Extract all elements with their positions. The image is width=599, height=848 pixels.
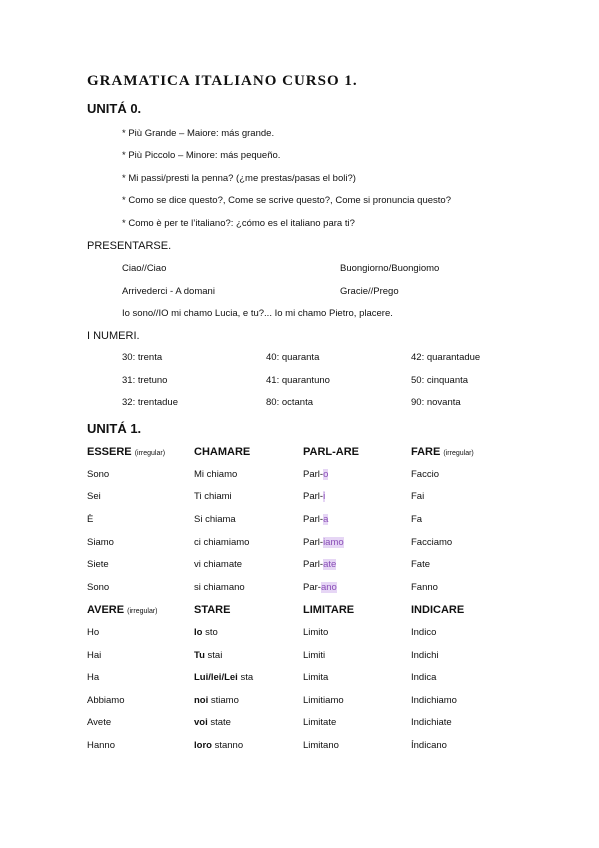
verb-header-parlare: PARL-ARE bbox=[303, 446, 360, 458]
number-item: 42: quarantadue bbox=[411, 352, 481, 363]
indicare-form: Indico bbox=[411, 627, 437, 638]
greeting-left: Ciao//Ciao bbox=[122, 263, 167, 274]
unit0-bullet: * Mi passi/presti la penna? (¿me prestas/pasas el boli?) bbox=[122, 173, 356, 184]
essere-form: Siete bbox=[87, 559, 109, 570]
unit0-bullet: * Più Grande – Maiore: más grande. bbox=[122, 128, 275, 139]
number-item: 30: trenta bbox=[122, 352, 163, 363]
indicare-form: Indica bbox=[411, 672, 437, 683]
indicare-form: Indichi bbox=[411, 650, 439, 661]
stare-pronoun: Io bbox=[194, 627, 203, 638]
verb-ending-highlight: ano bbox=[320, 582, 337, 593]
number-item: 90: novanta bbox=[411, 397, 461, 408]
unit0-bullet: * Como è per te l’italiano?: ¿cómo es el italiano para ti? bbox=[122, 218, 355, 229]
avere-form: Ha bbox=[87, 672, 100, 683]
fare-form: Faccio bbox=[411, 469, 439, 480]
fare-form: Fanno bbox=[411, 582, 438, 593]
verb-ending-highlight: a bbox=[323, 514, 329, 525]
parlare-form: Parl-i bbox=[303, 491, 326, 502]
page-title: GRAMATICA ITALIANO CURSO 1. bbox=[87, 73, 358, 89]
essere-form: Sono bbox=[87, 469, 110, 480]
stare-form: Io sto bbox=[194, 627, 218, 638]
numeri-heading: I NUMERI. bbox=[87, 330, 140, 342]
indicare-form: Indichiamo bbox=[411, 695, 457, 706]
fare-form: Fai bbox=[411, 491, 425, 502]
indicare-form: Indichiate bbox=[411, 717, 452, 728]
stare-pronoun: loro bbox=[194, 740, 212, 751]
chamare-form: Si chiama bbox=[194, 514, 236, 525]
limitare-form: Limita bbox=[303, 672, 329, 683]
essere-form: Sei bbox=[87, 491, 101, 502]
avere-form: Avete bbox=[87, 717, 112, 728]
verb-header-stare: STARE bbox=[194, 604, 231, 616]
introduction-line: Io sono//IO mi chamo Lucia, e tu?... Io mi chamo Pietro, placere. bbox=[122, 308, 393, 319]
greeting-right: Gracie//Prego bbox=[340, 286, 399, 297]
irregular-note: (irregular) bbox=[134, 450, 166, 457]
stare-pronoun: Tu bbox=[194, 650, 205, 661]
presentarse-heading: PRESENTARSE. bbox=[87, 240, 172, 252]
verb-ending-highlight: iamo bbox=[323, 537, 344, 548]
limitare-form: Limitate bbox=[303, 717, 337, 728]
essere-form: È bbox=[87, 514, 94, 525]
chamare-form: Mi chiamo bbox=[194, 469, 238, 480]
avere-form: Hai bbox=[87, 650, 102, 661]
stare-pronoun: voi bbox=[194, 717, 208, 728]
indicare-form: Índicano bbox=[411, 740, 447, 751]
limitare-form: Limito bbox=[303, 627, 329, 638]
unit0-bullet: * Più Piccolo – Minore: más pequeño. bbox=[122, 150, 281, 161]
parlare-form: Parl-o bbox=[303, 469, 329, 480]
fare-form: Fa bbox=[411, 514, 423, 525]
essere-form: Sono bbox=[87, 582, 110, 593]
stare-form: voi state bbox=[194, 717, 231, 728]
fare-form: Facciamo bbox=[411, 537, 453, 548]
chamare-form: vi chiamate bbox=[194, 559, 243, 570]
stare-form: Lui/lei/Lei sta bbox=[194, 672, 254, 683]
chamare-form: ci chiamiamo bbox=[194, 537, 250, 548]
verb-header-chamare: CHAMARE bbox=[194, 446, 251, 458]
verb-ending-highlight: o bbox=[323, 469, 329, 480]
verb-header-essere: ESSERE (irregular) bbox=[87, 446, 166, 458]
avere-form: Ho bbox=[87, 627, 100, 638]
greeting-right: Buongiorno/Buongiomo bbox=[340, 263, 440, 274]
verb-header-avere: AVERE (irregular) bbox=[87, 604, 158, 616]
irregular-note: (irregular) bbox=[127, 608, 158, 615]
chamare-form: si chiamano bbox=[194, 582, 245, 593]
number-item: 50: cinquanta bbox=[411, 375, 469, 386]
stare-form: Tu stai bbox=[194, 650, 223, 661]
number-item: 41: quarantuno bbox=[266, 375, 330, 386]
parlare-form: Par-ano bbox=[303, 582, 337, 593]
verb-header-indicare: INDICARE bbox=[411, 604, 465, 616]
chamare-form: Ti chiami bbox=[194, 491, 232, 502]
limitare-form: Limitano bbox=[303, 740, 339, 751]
verb-ending-highlight: ate bbox=[323, 559, 337, 570]
number-item: 40: quaranta bbox=[266, 352, 320, 363]
unit0-heading: UNITÁ 0. bbox=[87, 101, 142, 116]
limitare-form: Limiti bbox=[303, 650, 326, 661]
unit0-bullet: * Como se dice questo?, Come se scrive questo?, Come si pronuncia questo? bbox=[122, 195, 451, 206]
number-item: 31: tretuno bbox=[122, 375, 168, 386]
fare-form: Fate bbox=[411, 559, 431, 570]
essere-form: Siamo bbox=[87, 537, 114, 548]
parlare-form: Parl-a bbox=[303, 514, 329, 525]
greeting-left: Arrivederci - A domani bbox=[122, 286, 215, 297]
verb-ending-highlight: i bbox=[323, 491, 326, 502]
stare-pronoun: noi bbox=[194, 695, 209, 706]
irregular-note: (irregular) bbox=[443, 450, 474, 457]
limitare-form: Limitiamo bbox=[303, 695, 344, 706]
stare-pronoun: Lui/lei/Lei bbox=[194, 672, 238, 683]
parlare-form: Parl-iamo bbox=[303, 537, 344, 548]
number-item: 80: octanta bbox=[266, 397, 314, 408]
stare-form: loro stanno bbox=[194, 740, 244, 751]
verb-header-limitare: LIMITARE bbox=[303, 604, 355, 616]
number-item: 32: trentadue bbox=[122, 397, 178, 408]
verb-header-fare: FARE (irregular) bbox=[411, 446, 474, 458]
parlare-form: Parl-ate bbox=[303, 559, 337, 570]
stare-form: noi stiamo bbox=[194, 695, 239, 706]
avere-form: Hanno bbox=[87, 740, 115, 751]
avere-form: Abbiamo bbox=[87, 695, 125, 706]
unit1-heading: UNITÁ 1. bbox=[87, 421, 142, 436]
